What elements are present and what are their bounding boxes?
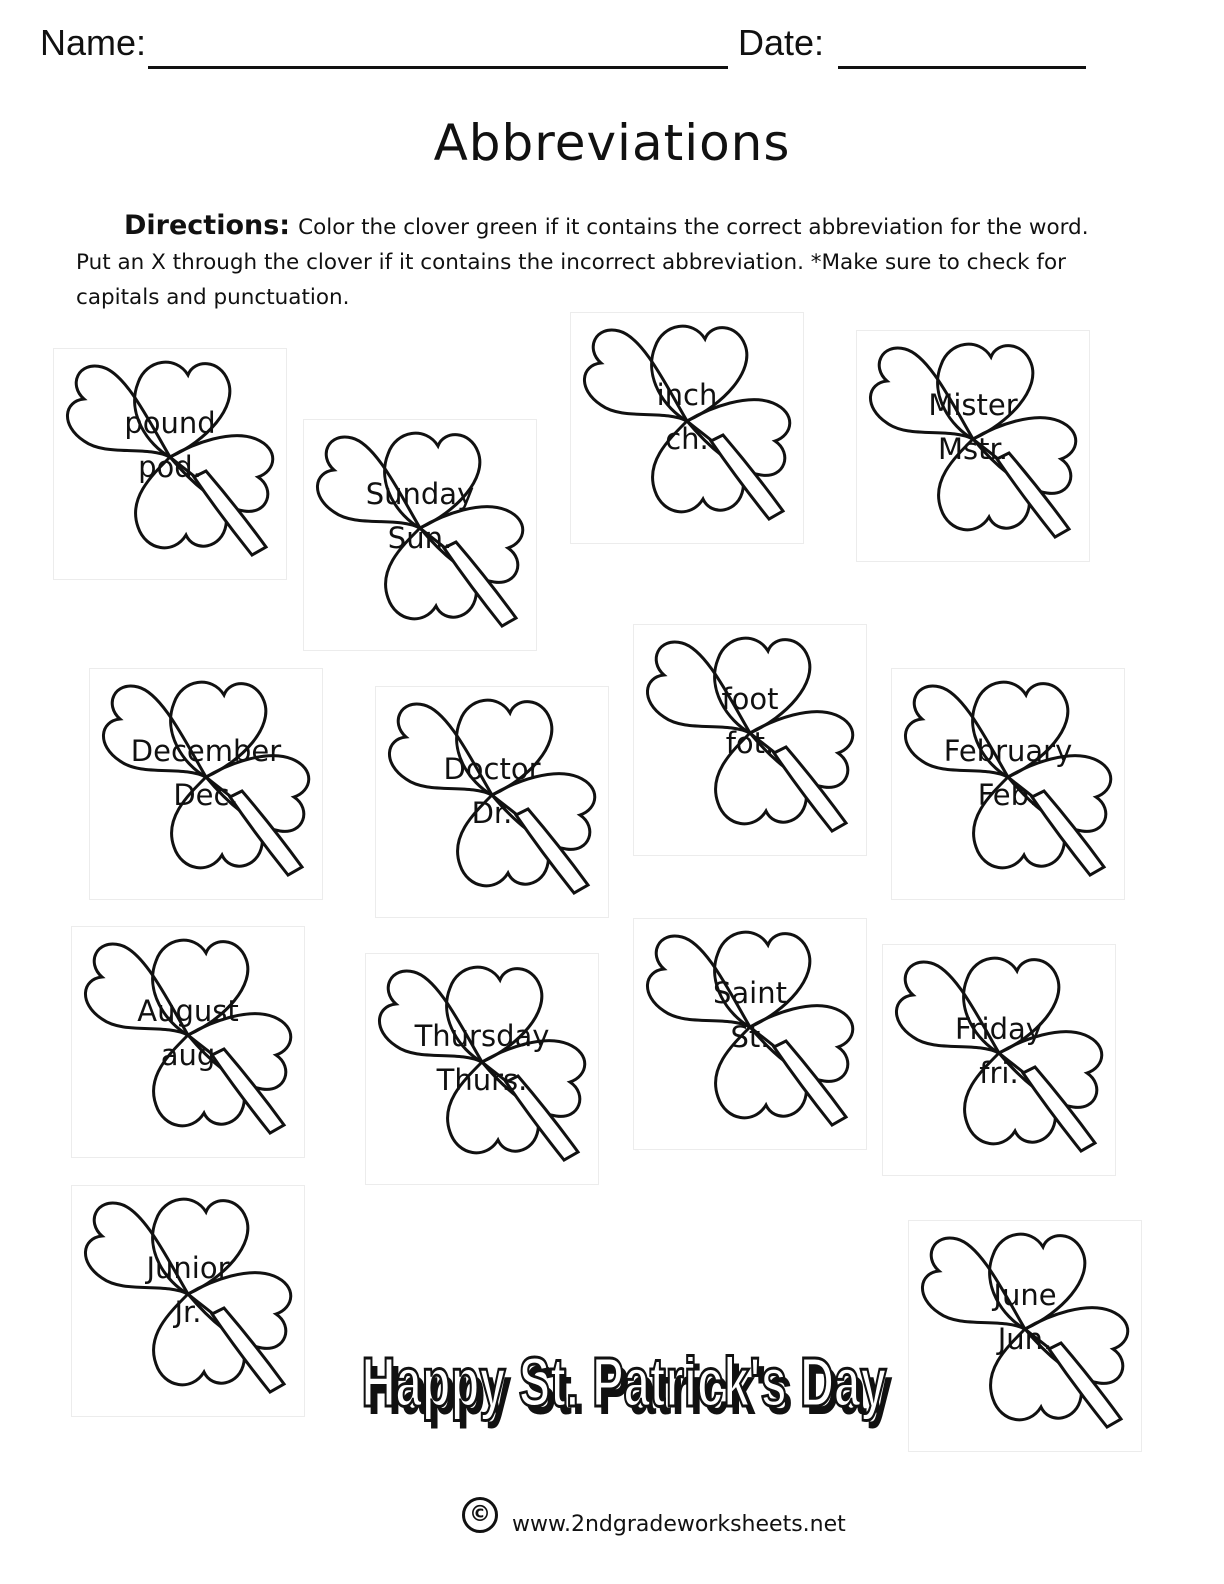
st-patricks-banner xyxy=(350,1310,895,1444)
name-line xyxy=(148,66,728,69)
clover-word: Junior xyxy=(146,1251,230,1285)
clover-word: Doctor xyxy=(443,752,541,786)
clover-word: August xyxy=(137,994,239,1028)
clover-card[interactable] xyxy=(570,312,804,544)
clover-card[interactable] xyxy=(882,944,1116,1176)
clover-card[interactable] xyxy=(53,348,287,580)
clover-word: Saint xyxy=(713,976,787,1010)
clover-card[interactable] xyxy=(856,330,1090,562)
directions xyxy=(76,208,1106,315)
clover-word: inch xyxy=(656,378,718,412)
banner-text: Happy St. Patrick's Day xyxy=(361,1343,887,1421)
clover-card[interactable] xyxy=(71,926,305,1158)
banner-shadow-text: Happy St. Patrick's Day xyxy=(367,1351,893,1429)
clover-card[interactable] xyxy=(303,419,537,651)
clover-card[interactable] xyxy=(633,918,867,1150)
clover-card[interactable] xyxy=(375,686,609,918)
clover-word: pound xyxy=(124,406,216,440)
clover-word: Sunday xyxy=(365,477,475,511)
clover-card[interactable] xyxy=(633,624,867,856)
clover-abbreviation: Dec. xyxy=(173,778,239,812)
clover-card[interactable] xyxy=(71,1185,305,1417)
clover-card[interactable] xyxy=(908,1220,1142,1452)
clover-word: Thursday xyxy=(414,1019,550,1053)
site-url[interactable]: www.2ndgradeworksheets.net xyxy=(512,1512,846,1537)
clover-word: foot xyxy=(721,682,779,716)
clover-abbreviation: St. xyxy=(730,1020,770,1054)
date-label: Date: xyxy=(738,22,825,63)
clover-abbreviation: fot. xyxy=(725,726,775,760)
clover-abbreviation: aug xyxy=(160,1038,216,1072)
clover-card[interactable] xyxy=(89,668,323,900)
clover-abbreviation: Dr. xyxy=(471,796,513,830)
banner-art xyxy=(350,1310,895,1440)
clover-abbreviation: Jr. xyxy=(174,1295,202,1329)
clover-abbreviation: ch. xyxy=(665,422,709,456)
directions-label: Directions: xyxy=(124,210,291,241)
clover-word: June xyxy=(993,1278,1057,1312)
clover-abbreviation: Mstr. xyxy=(938,432,1008,466)
name-label: Name: xyxy=(40,22,147,63)
date-line xyxy=(838,66,1086,69)
clover-word: Mister xyxy=(928,388,1018,422)
clover-word: Friday xyxy=(955,1012,1043,1046)
clover-abbreviation: Thurs. xyxy=(436,1063,528,1097)
page-title: Abbreviations xyxy=(433,114,791,172)
clover-card[interactable] xyxy=(891,668,1125,900)
clover-card[interactable] xyxy=(365,953,599,1185)
clover-word: December xyxy=(130,734,282,768)
clover-abbreviation: Jun. xyxy=(997,1322,1053,1356)
clover-abbreviation: pod. xyxy=(138,450,202,484)
clover-abbreviation: Sun. xyxy=(387,521,453,555)
clover-abbreviation: Feb. xyxy=(977,778,1039,812)
copyright-icon: © xyxy=(462,1497,498,1533)
clover-word: February xyxy=(943,734,1073,768)
clover-abbreviation: fri. xyxy=(979,1056,1019,1090)
directions-text: Color the clover green if it contains the correct abbreviation for the word. Put an X through the clover if it contains the incorrect abbreviation. *Make sure to check for capitals and punctuation. xyxy=(76,215,1089,310)
